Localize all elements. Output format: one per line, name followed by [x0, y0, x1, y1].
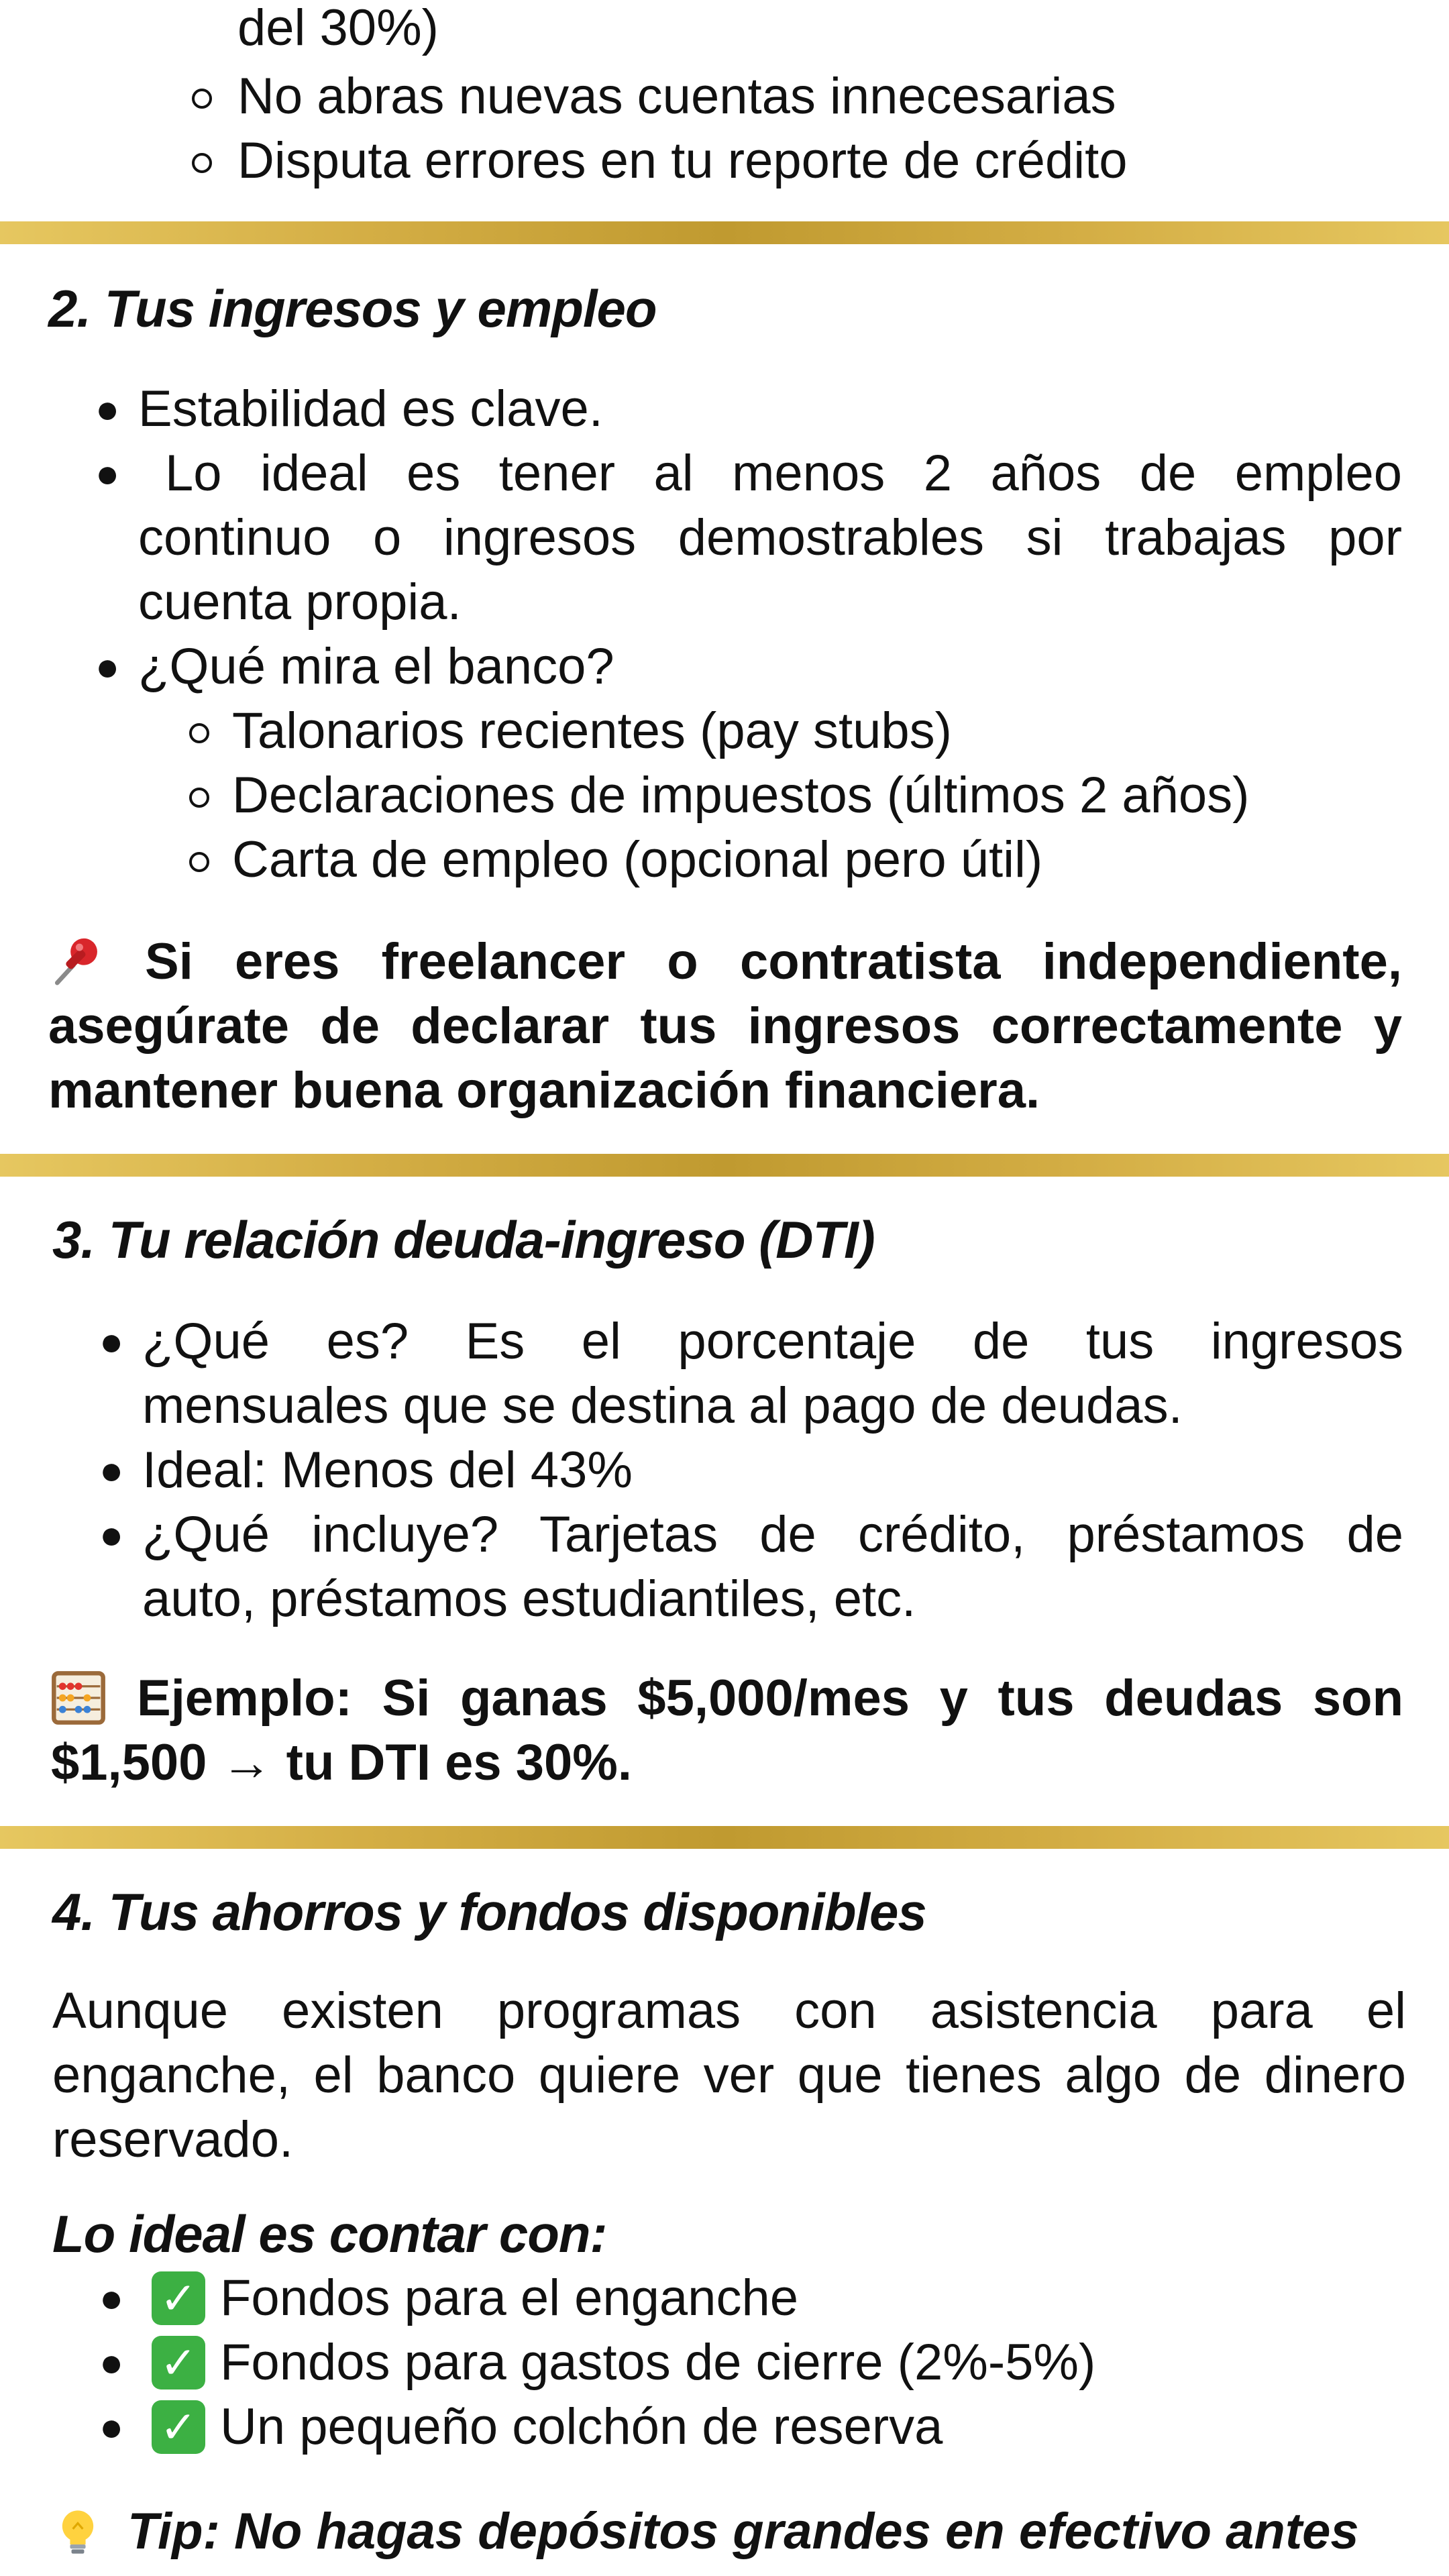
section4-para-line: Aunque existen programas con asistencia para el — [52, 1982, 1406, 2039]
section1-subitem: Disputa errores en tu reporte de crédito — [237, 132, 1128, 189]
check-mark-icon: ✓ — [152, 2271, 205, 2325]
section2-heading: 2. Tus ingresos y empleo — [48, 279, 657, 338]
section4-item: Fondos para gastos de cierre (2%-5%) — [220, 2334, 1096, 2391]
section2-note-line: asegúrate de declarar tus ingresos correctamente y — [48, 998, 1402, 1055]
section1-line-wrap: del 30%) — [237, 0, 439, 56]
section4-para-line: enganche, el banco quiere ver que tienes algo de dinero — [52, 2047, 1406, 2104]
section4-heading: 4. Tus ahorros y fondos disponibles — [52, 1882, 926, 1941]
section4-item: Un pequeño colchón de reserva — [220, 2398, 943, 2455]
check-mark-icon: ✓ — [152, 2400, 205, 2454]
section2-note-line: Si eres freelancer o contratista independiente, — [145, 933, 1402, 990]
section3-example — [51, 1666, 1403, 1795]
gold-divider — [0, 1826, 1449, 1849]
section4-item: Fondos para el enganche — [220, 2269, 798, 2326]
bullet-circle — [192, 153, 212, 173]
section4-subheading: Lo ideal es contar con: — [52, 2204, 607, 2263]
gold-divider — [0, 1154, 1449, 1177]
check-mark-icon: ✓ — [152, 2336, 205, 2390]
bullet-dot: ● — [95, 644, 120, 689]
section2-item: Estabilidad es clave. — [138, 380, 603, 437]
section1-subitem: No abras nuevas cuentas innecesarias — [237, 68, 1116, 125]
bullet-dot: ● — [95, 451, 120, 496]
section3-example-line: Ejemplo: Si ganas $5,000/mes y tus deudas son — [137, 1670, 1403, 1727]
section4-paragraph — [52, 1979, 1406, 2172]
section3-item — [142, 1503, 1403, 1631]
section2-item2-line: continuo o ingresos demostrables si trabajas por — [138, 509, 1402, 566]
bullet-dot: ● — [99, 2275, 124, 2320]
section4-para-line: reservado. — [52, 2111, 294, 2168]
bullet-circle — [189, 852, 209, 872]
section3-item: Ideal: Menos del 43% — [142, 1442, 633, 1499]
section2-note-line: mantener buena organización financiera. — [48, 1062, 1040, 1119]
section2-item2-line: cuenta propia. — [138, 574, 462, 631]
bullet-circle — [189, 723, 209, 743]
section3-item1-line: mensuales que se destina al pago de deudas. — [142, 1377, 1183, 1434]
lightbulb-icon — [51, 2504, 105, 2560]
section3-item3-line: auto, préstamos estudiantiles, etc. — [142, 1570, 916, 1627]
section2-item — [138, 441, 1402, 635]
bullet-dot: ● — [99, 2340, 124, 2385]
section3-item — [142, 1309, 1403, 1438]
section3-example-line: $1,500 → tu DTI es 30%. — [51, 1734, 632, 1791]
section2-subitem: Talonarios recientes (pay stubs) — [232, 702, 952, 759]
section3-heading: 3. Tu relación deuda-ingreso (DTI) — [52, 1210, 875, 1269]
section2-item: ¿Qué mira el banco? — [138, 638, 614, 695]
bullet-dot: ● — [99, 1319, 124, 1364]
bullet-dot: ● — [99, 1448, 124, 1493]
bullet-circle — [189, 788, 209, 808]
section2-note — [48, 930, 1402, 1123]
section4-tip: Tip: No hagas depósitos grandes en efectivo antes — [127, 2503, 1359, 2560]
section2-item2-line: Lo ideal es tener al menos 2 años de empleo — [165, 445, 1402, 502]
section3-item1-line: ¿Qué es? Es el porcentaje de tus ingresos — [142, 1313, 1403, 1370]
bullet-dot: ● — [95, 386, 120, 431]
bullet-dot: ● — [99, 1512, 124, 1557]
bullet-dot: ● — [99, 2404, 124, 2449]
section2-subitem: Declaraciones de impuestos (últimos 2 años) — [232, 767, 1250, 824]
section3-item3-line: ¿Qué incluye? Tarjetas de crédito, préstamos de — [142, 1506, 1403, 1563]
bullet-circle — [192, 89, 212, 109]
gold-divider — [0, 221, 1449, 244]
section2-subitem: Carta de empleo (opcional pero útil) — [232, 831, 1043, 888]
